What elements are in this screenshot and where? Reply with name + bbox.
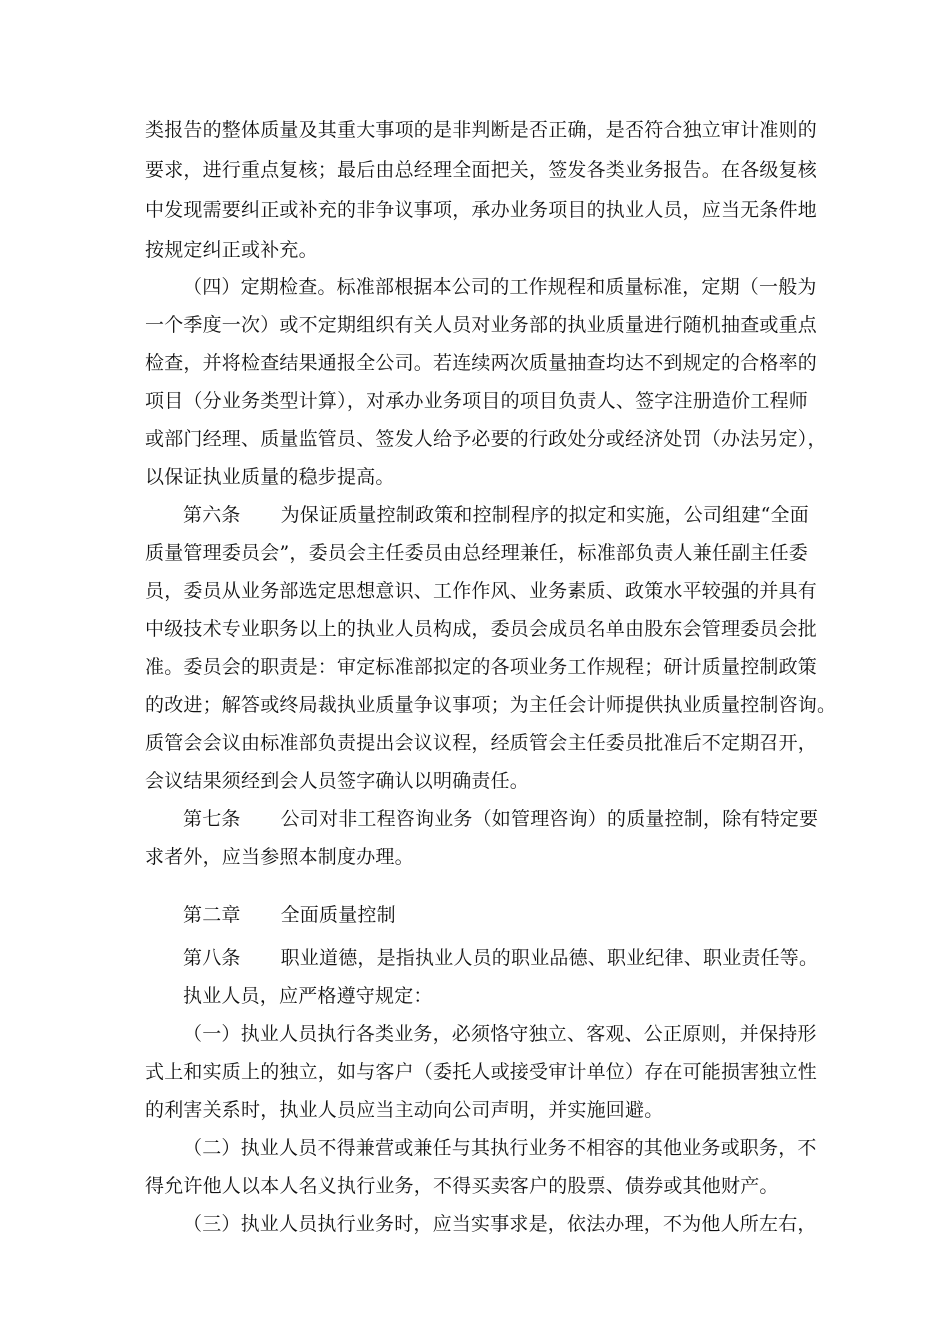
text-line: 求者外，应当参照本制度办理。 [145, 846, 414, 868]
text-line: 质量管理委员会”，委员会主任委员由总经理兼任，标准部负责人兼任副主任委 [145, 542, 808, 564]
text-line: 一个季度一次）或不定期组织有关人员对业务部的执业质量进行随机抽查或重点 [145, 314, 818, 336]
chapter-label: 第二章 [183, 904, 241, 926]
text-line: 质管会会议由标准部负责提出会议议程，经质管会主任委员批准后不定期召开， [145, 732, 818, 754]
item-two-start: （二）执业人员不得兼营或兼任与其执行业务不相容的其他业务或职务，不 [183, 1137, 817, 1159]
article-six-label: 第六条 [183, 504, 241, 526]
text-line: 的改进；解答或终局裁执业质量争议事项；为主任会计师提供执业质量控制咨询。 [145, 694, 837, 716]
text-line: 会议结果须经到会人员签字确认以明确责任。 [145, 770, 530, 792]
chapter-title: 全面质量控制 [280, 904, 396, 926]
text-line: 检查，并将检查结果通报全公司。若连续两次质量抽查均达不到规定的合格率的 [145, 352, 818, 374]
article-seven-label: 第七条 [183, 808, 241, 830]
text-line: 员，委员从业务部选定思想意识、工作作风、业务素质、政策水平较强的并具有 [145, 580, 818, 602]
text-line: 执业人员，应严格遵守规定： [183, 985, 433, 1007]
text-line: 得允许他人以本人名义执行业务，不得买卖客户的股票、债券或其他财产。 [145, 1175, 779, 1197]
paragraph-four-start: （四）定期检查。标准部根据本公司的工作规程和质量标准，定期（一般为 [183, 276, 817, 298]
text-line: 中级技术专业职务以上的执业人员构成，委员会成员名单由股东会管理委员会批 [145, 618, 818, 640]
text-line: 的利害关系时，执业人员应当主动向公司声明，并实施回避。 [145, 1099, 664, 1121]
article-six-text-start: 为保证质量控制政策和控制程序的拟定和实施，公司组建“全面 [280, 504, 809, 526]
text-line: 以保证执业质量的稳步提高。 [145, 466, 395, 488]
article-seven-text-start: 公司对非工程咨询业务（如管理咨询）的质量控制，除有特定要 [280, 808, 819, 830]
text-line: 中发现需要纠正或补充的非争议事项，承办业务项目的执业人员，应当无条件地 [145, 199, 818, 221]
text-line: 类报告的整体质量及其重大事项的是非判断是否正确，是否符合独立审计准则的 [145, 119, 818, 141]
item-one-start: （一）执业人员执行各类业务，必须恪守独立、客观、公正原则，并保持形 [183, 1023, 817, 1045]
article-eight-label: 第八条 [183, 947, 241, 969]
chapter-heading [183, 903, 808, 927]
text-line: 或部门经理、质量监管员、签发人给予必要的行政处分或经济处罚（办法另定）， [145, 428, 827, 450]
text-line: 准。委员会的职责是：审定标准部拟定的各项业务工作规程；研计质量控制政策 [145, 656, 818, 678]
item-three-start: （三）执业人员执行业务时，应当实事求是，依法办理，不为他人所左右， [183, 1213, 817, 1235]
text-line: 项目（分业务类型计算），对承办业务项目的项目负责人、签字注册造价工程师 [145, 390, 808, 412]
text-line: 式上和实质上的独立，如与客户（委托人或接受审计单位）存在可能损害独立性 [145, 1061, 818, 1083]
article-eight-line [183, 946, 819, 970]
article-seven-line [183, 807, 819, 831]
article-eight-text: 职业道德，是指执业人员的职业品德、职业纪律、职业责任等。 [280, 947, 819, 969]
article-six-line [183, 503, 808, 527]
text-line: 要求，进行重点复核；最后由总经理全面把关，签发各类业务报告。在各级复核 [145, 159, 818, 181]
text-line: 按规定纠正或补充。 [145, 239, 318, 261]
